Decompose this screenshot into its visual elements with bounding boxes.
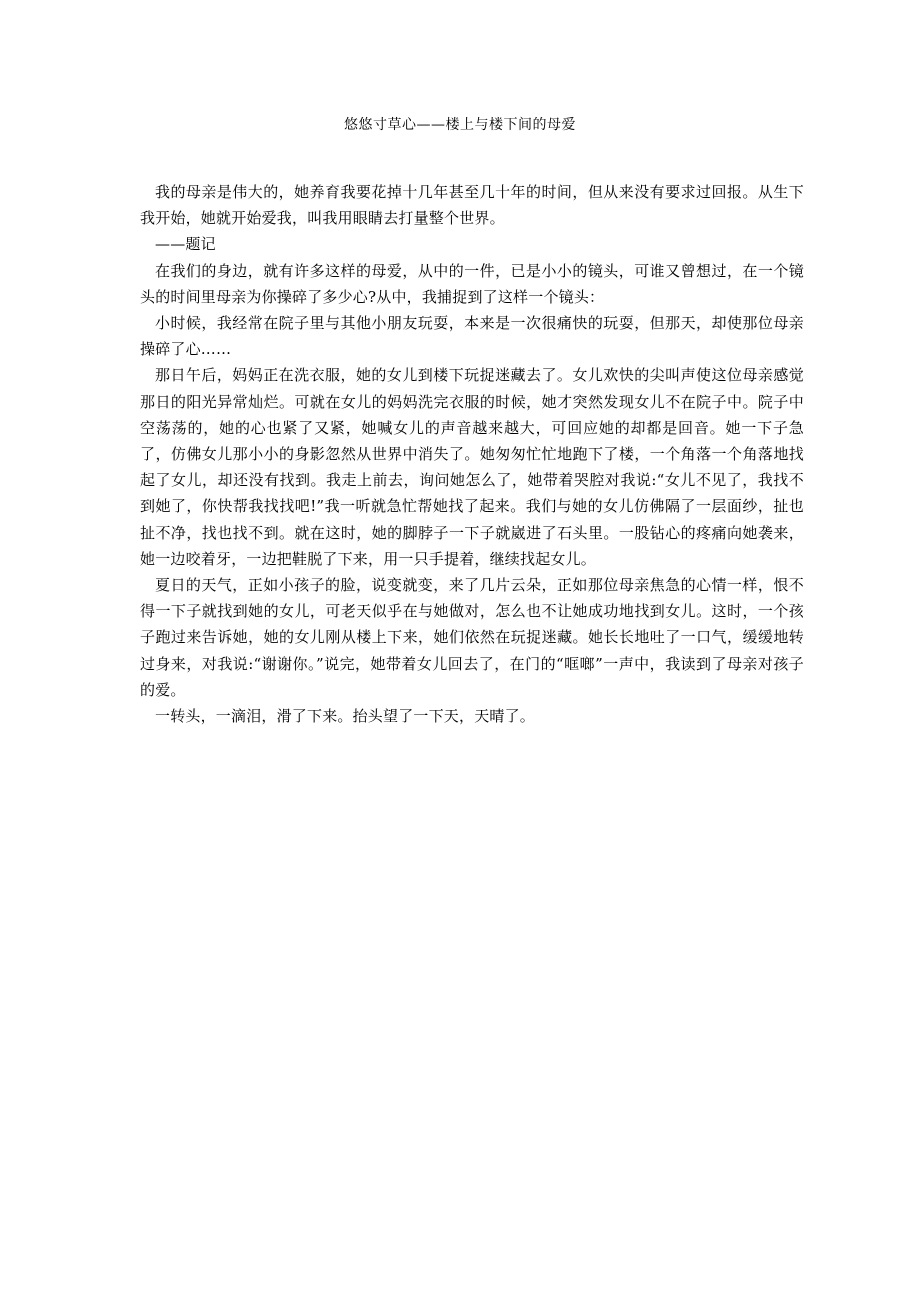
paragraph-summer: 夏日的天气，正如小孩子的脸，说变就变，来了几片云朵，正如那位母亲焦急的心情一样，恨不得一下子就找到她的女儿，可老天似乎在与她做对，怎么也不让她成功地找到女儿。这时，一个孩子跑过来告诉她，她的女儿刚从楼上下来，她们依然在玩捉迷藏。她长长地吐了一口气，缓缓地转过身来，对我说:“谢谢你。”说完，她带着女儿回去了，在门的“哐啷”一声中，我读到了母亲对孩子的爱。 xyxy=(140,576,804,699)
document-body xyxy=(140,179,804,729)
paragraph-childhood: 小时候，我经常在院子里与其他小朋友玩耍，本来是一次很痛快的玩耍，但那天，却使那位母亲操碎了心…… xyxy=(140,314,804,359)
paragraph-lens: 在我们的身边，就有许多这样的母爱，从中的一件，已是小小的镜头，可谁又曾想过，在一个镜头的时间里母亲为你操碎了多少心?从中，我捕捉到了这样一个镜头： xyxy=(140,261,804,306)
paragraph-intro: 我的母亲是伟大的，她养育我要花掉十几年甚至几十年的时间，但从来没有要求过回报。从生下我开始，她就开始爱我，叫我用眼睛去打量整个世界。 xyxy=(140,183,804,228)
paragraph-epigraph-credit: ——题记 xyxy=(155,235,216,254)
document-title: 悠悠寸草心——楼上与楼下间的母爱 xyxy=(344,117,576,133)
paragraph-afternoon: 那日午后，妈妈正在洗衣服，她的女儿到楼下玩捉迷藏去了。女儿欢快的尖叫声使这位母亲感觉那日的阳光异常灿烂。可就在女儿的妈妈洗完衣服的时候，她才突然发现女儿不在院子中。院子中空荡荡的，她的心也紧了又紧，她喊女儿的声音越来越大，可回应她的却都是回音。她一下子急了，仿佛女儿那小小的身影忽然从世界中消失了。她匆匆忙忙地跑下了楼，一个角落一个角落地找起了女儿，却还没有找到。我走上前去，询问她怎么了，她带着哭腔对我说:“女儿不见了，我找不到她了，你快帮我找找吧!”我一听就急忙帮她找了起来。我们与她的女儿仿佛隔了一层面纱，扯也扯不净，找也找不到。就在这时，她的脚脖子一下子就崴进了石头里。一股钻心的疼痛向她袭来，她一边咬着牙，一边把鞋脱了下来，用一只手提着，继续找起女儿。 xyxy=(140,366,804,568)
paragraph-ending: 一转头，一滴泪，滑了下来。抬头望了一下天，天晴了。 xyxy=(155,707,536,726)
